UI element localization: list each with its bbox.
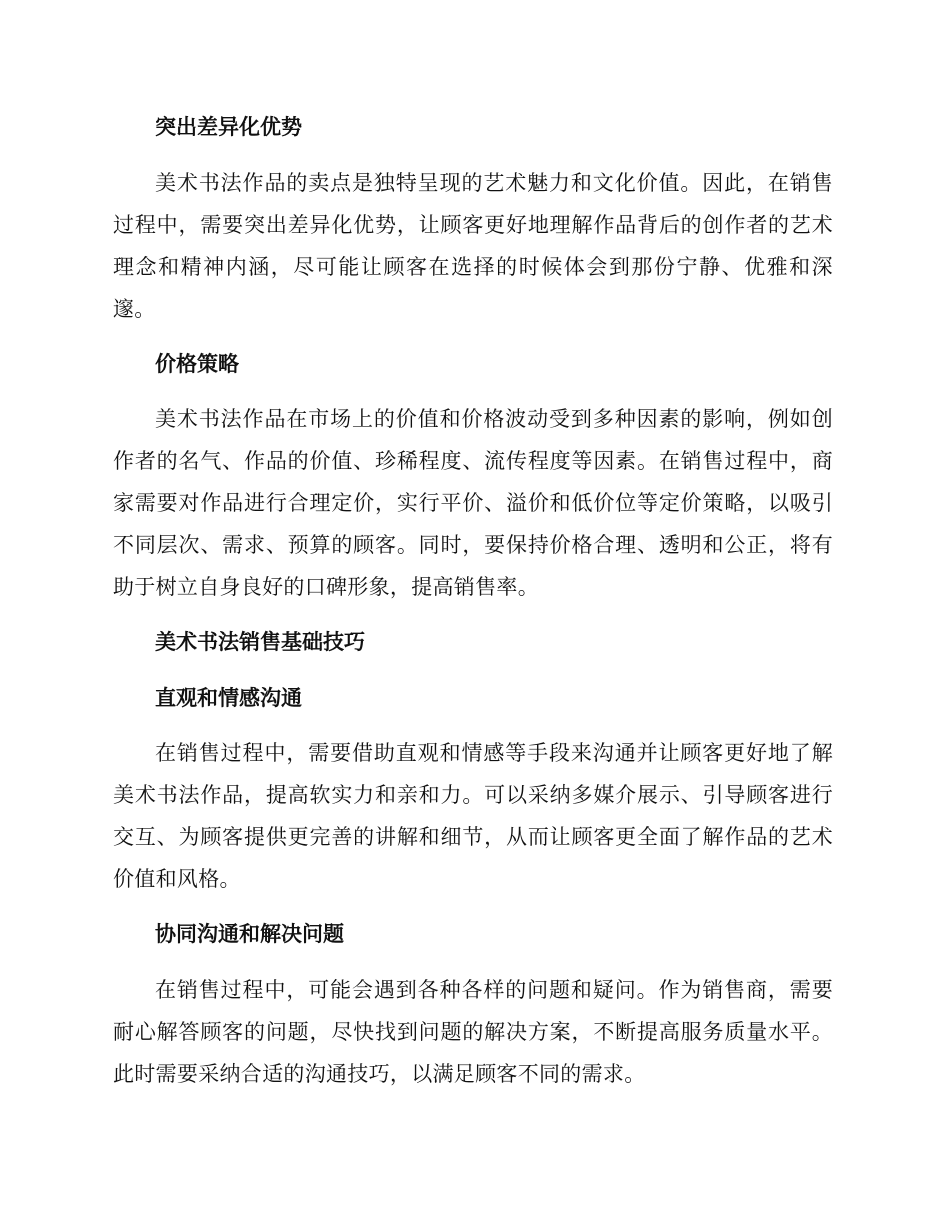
section-body-pricing: 美术书法作品在市场上的价值和价格波动受到多种因素的影响，例如创作者的名气、作品的价值、珍稀程度、流传程度等因素。在销售过程中，商家需要对作品进行合理定价，实行平价、溢价和低价位等定价策略，以吸引不同层次、需求、预算的顾客。同时，要保持价格合理、透明和公正，将有助于树立自身良好的口碑形象，提高销售率。 <box>113 407 833 599</box>
section-heading-problem-solving: 协同沟通和解决问题 <box>155 922 344 946</box>
section-heading-differentiation: 突出差异化优势 <box>155 115 302 139</box>
section-body-problem-solving: 在销售过程中，可能会遇到各种各样的问题和疑问。作为销售商，需要耐心解答顾客的问题，尽快找到问题的解决方案，不断提高服务质量水平。此时需要采纳合适的沟通技巧，以满足顾客不同的需求。 <box>113 978 833 1086</box>
section-heading-pricing: 价格策略 <box>155 352 239 376</box>
section-body-intuitive-communication: 在销售过程中，需要借助直观和情感等手段来沟通并让顾客更好地了解美术书法作品，提高软实力和亲和力。可以采纳多媒介展示、引导顾客进行交互、为顾客提供更完善的讲解和细节，从而让顾客更全面了解作品的艺术价值和风格。 <box>113 741 833 891</box>
section-body-differentiation: 美术书法作品的卖点是独特呈现的艺术魅力和文化价值。因此，在销售过程中，需要突出差异化优势，让顾客更好地理解作品背后的创作者的艺术理念和精神内涵，尽可能让顾客在选择的时候体会到那份宁静、优雅和深邃。 <box>113 171 833 321</box>
section-heading-sales-basics: 美术书法销售基础技巧 <box>155 630 365 654</box>
section-heading-intuitive-communication: 直观和情感沟通 <box>155 686 302 710</box>
